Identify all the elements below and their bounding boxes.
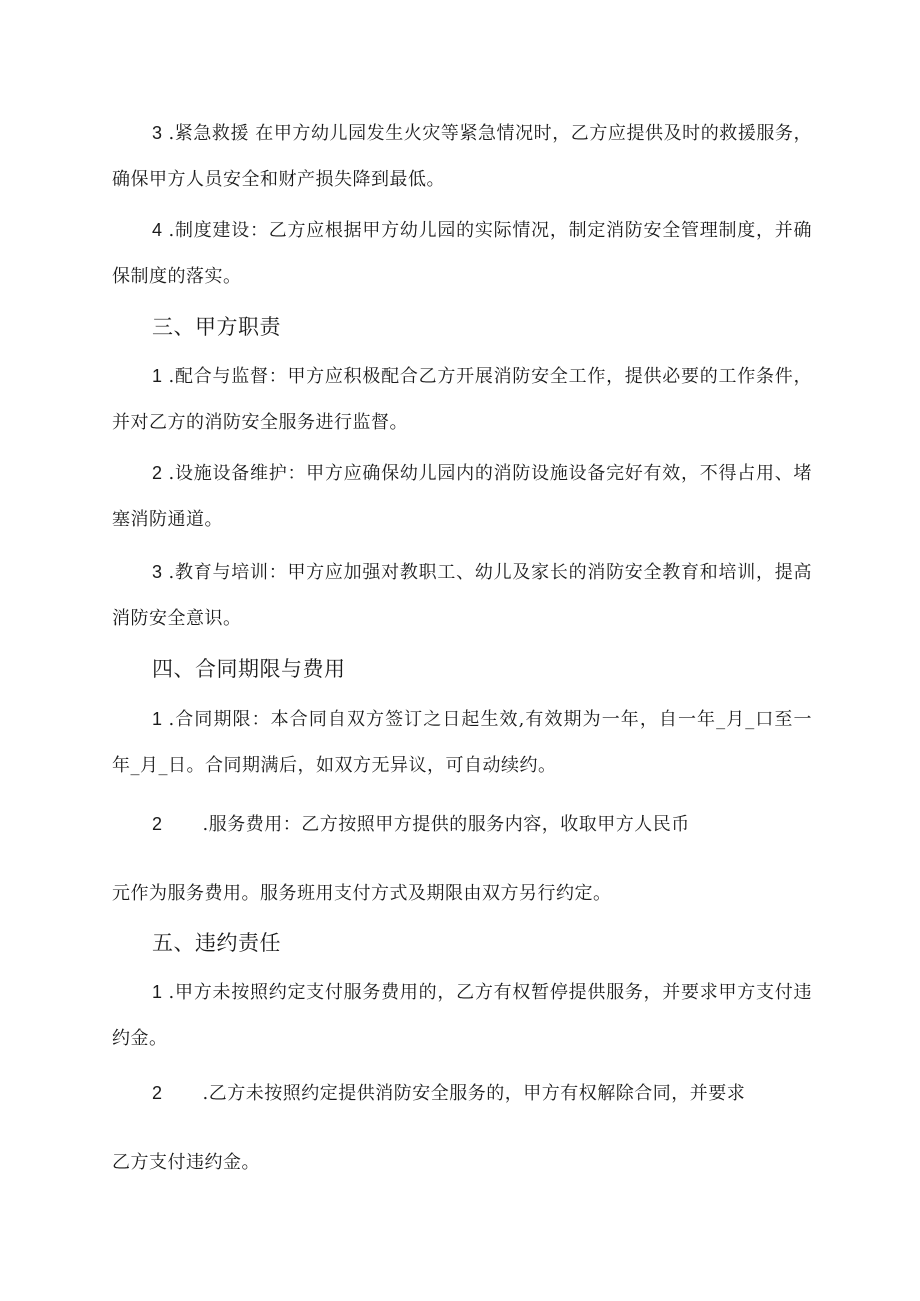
clause-text-line1: .教育与培训：甲方应加强对教职工、幼儿及家长的消防安全教育和培训，提高 [168,562,812,583]
clause-number: 1 [152,366,163,386]
clause-number: 3 [152,123,163,143]
clause-text-line1: .乙方未按照约定提供消防安全服务的，甲方有权解除合同，并要求 [202,1083,746,1104]
clause-number: 1 [152,709,163,729]
clause-number: 3 [152,562,163,582]
clause-4-1 [112,696,812,789]
clause-text-line1: .紧急救援 在甲方幼儿园发生火灾等紧急情况时，乙方应提供及时的救援服务， [168,123,812,144]
clause-text-line2: 约金。 [112,1028,168,1049]
clause-text-line2: 保制度的落实。 [112,266,242,287]
clause-text-line2: 年_月_日。合同期满后，如双方无异议，可自动续约。 [112,755,557,776]
clause-text-line1: .配合与监督：甲方应积极配合乙方开展消防安全工作，提供必要的工作条件， [168,366,812,387]
clause-number: 2 [152,463,163,483]
clause-3-3 [112,549,812,642]
clause-3-1 [112,353,812,446]
clause-number: 1 [152,982,163,1002]
clause-number: 4 [152,220,163,240]
section-heading-5: 五、违约责任 [152,931,281,955]
clause-5-2-line1 [152,1078,745,1109]
clause-text-line1: .甲方未按照约定支付服务费用的，乙方有权暂停提供服务，并要求甲方支付违 [168,982,812,1003]
clause-number: 2 [152,814,163,834]
clause-3-2 [112,450,812,543]
clause-5-2-line2: 乙方支付违约金。 [112,1152,260,1173]
clause-text-line1: .设施设备维护：甲方应确保幼儿园内的消防设施设备完好有效，不得占用、堵 [168,463,812,484]
clause-2-3 [112,110,812,203]
clause-text-line1: .合同期限：本合同自双方签订之日起生效,有效期为一年，自一年_月_口至一 [168,709,812,730]
section-heading-3: 三、甲方职责 [152,315,281,339]
clause-text-line2: 消防安全意识。 [112,608,242,629]
clause-4-2-line2: 元作为服务费用。服务班用支付方式及期限由双方另行约定。 [112,883,612,904]
section-heading-4: 四、合同期限与费用 [152,657,346,681]
clause-text-line1: .制度建设：乙方应根据甲方幼儿园的实际情况，制定消防安全管理制度，并确 [168,220,812,241]
clause-text-line2: 塞消防通道。 [112,509,223,530]
clause-5-1 [112,969,812,1062]
clause-2-4 [112,207,812,300]
clause-text-line2: 并对乙方的消防安全服务进行监督。 [112,412,408,433]
clause-text-line2: 确保甲方人员安全和财产损失降到最低。 [112,169,445,190]
clause-4-2-line1 [152,809,690,840]
clause-number: 2 [152,1083,163,1103]
clause-text-line1: .服务费用：乙方按照甲方提供的服务内容，收取甲方人民币 [202,814,690,835]
